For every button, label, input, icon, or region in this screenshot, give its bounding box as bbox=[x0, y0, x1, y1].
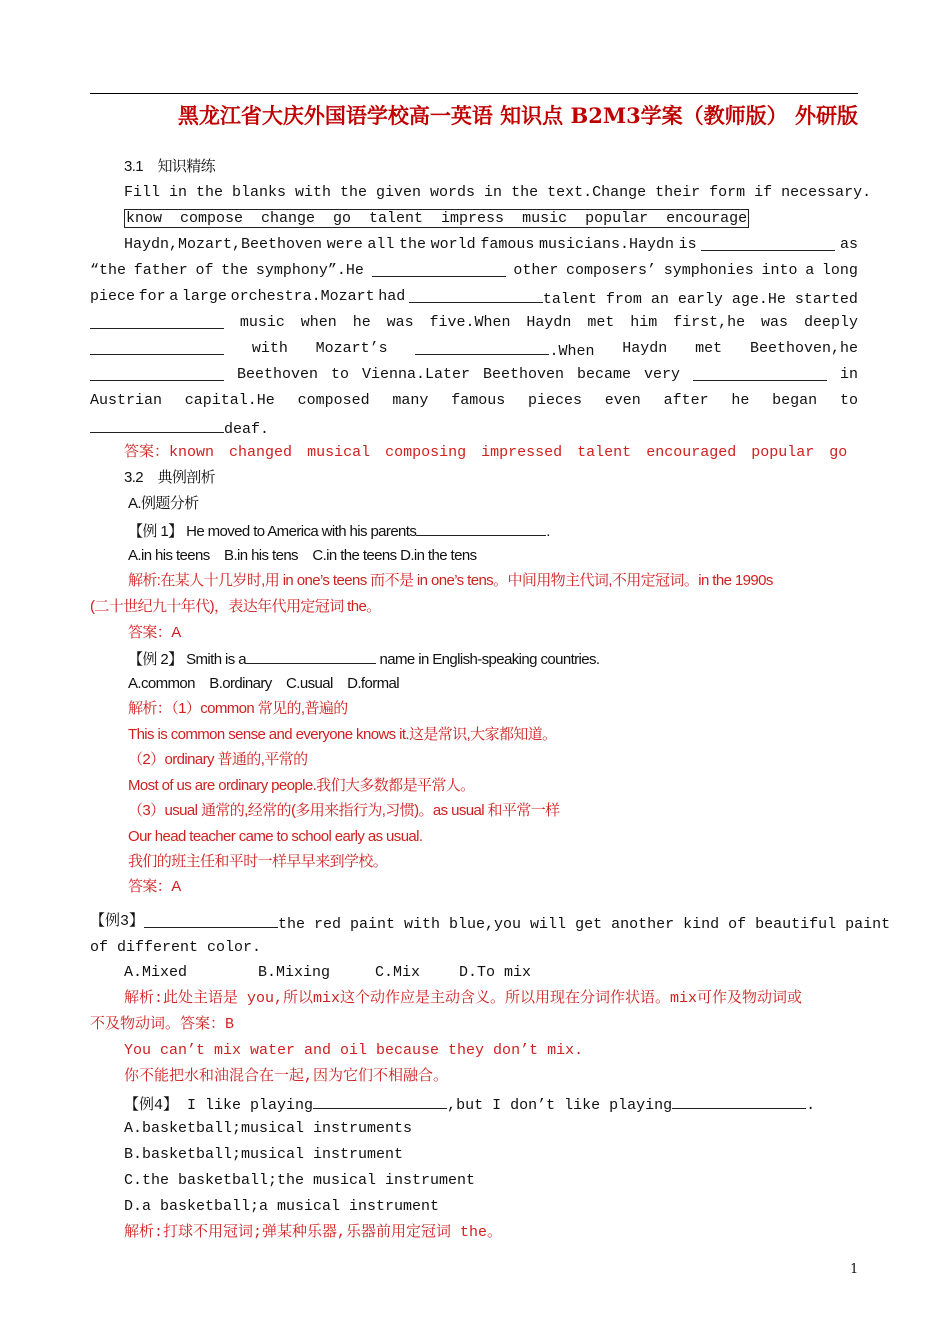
word: other bbox=[513, 262, 559, 279]
example-1-answer: 答案：A bbox=[128, 624, 181, 641]
answer: popular bbox=[751, 444, 815, 461]
answer: composing bbox=[385, 444, 467, 461]
answer: go bbox=[829, 444, 848, 461]
word: the bbox=[399, 236, 427, 253]
word: very bbox=[644, 366, 681, 383]
word: him bbox=[630, 314, 658, 331]
example-2-analysis-2: （2）ordinary 普通的,平常的 bbox=[128, 751, 308, 768]
answer: impressed bbox=[481, 444, 563, 461]
word: pieces bbox=[527, 392, 582, 409]
word: to bbox=[330, 366, 349, 383]
word: was bbox=[386, 314, 414, 331]
example-1-analysis: 解析:在某人十几岁时,用 in one’s teens 而不是 in one’s tens。中间用物主代词,不用定冠词。in the 1990s bbox=[128, 572, 773, 589]
blank-5[interactable] bbox=[90, 339, 224, 355]
option-c: C.Mix bbox=[375, 964, 421, 981]
example-label: 【例4】 bbox=[124, 1097, 179, 1114]
word: .When bbox=[549, 343, 595, 360]
word: was bbox=[761, 314, 789, 331]
example-2-analysis-1: 解析：（1）common 常见的,普遍的 bbox=[128, 700, 348, 717]
question-text: ,but I don’t like playing bbox=[447, 1097, 673, 1114]
text: talent from an early age.He started bbox=[542, 291, 858, 308]
word: capital.He bbox=[184, 392, 275, 409]
answer: encouraged bbox=[646, 444, 737, 461]
word-box bbox=[90, 209, 858, 229]
example-3-question bbox=[90, 912, 891, 935]
word: many bbox=[392, 392, 429, 409]
word: Haydn bbox=[622, 340, 668, 357]
example-4-analysis: 解析:打球不用冠词;弹某种乐器,乐器前用定冠词 the。 bbox=[124, 1224, 503, 1241]
word: after bbox=[663, 392, 709, 409]
word: Austrian bbox=[90, 392, 163, 409]
word: large bbox=[181, 288, 227, 305]
passage-line-4 bbox=[90, 313, 858, 333]
word: piece bbox=[90, 288, 136, 305]
word: Vienna.Later bbox=[361, 366, 471, 383]
word: musicians.Haydn bbox=[538, 236, 674, 253]
example-3-question-cont: of different color. bbox=[90, 939, 262, 956]
word: as bbox=[839, 236, 858, 253]
option-a: A.basketball;musical instruments bbox=[124, 1120, 413, 1137]
example-1-question bbox=[90, 520, 858, 542]
word: for bbox=[138, 288, 166, 305]
word: the bbox=[221, 262, 249, 279]
word: deeply bbox=[803, 314, 858, 331]
word: of bbox=[195, 262, 214, 279]
answer-blank[interactable] bbox=[246, 648, 376, 664]
example-3-options bbox=[90, 963, 858, 983]
word: were bbox=[326, 236, 363, 253]
word: Haydn bbox=[526, 314, 572, 331]
blank-4[interactable] bbox=[90, 313, 224, 329]
word: he bbox=[731, 392, 750, 409]
example-label: 【例 2】 bbox=[128, 651, 183, 668]
example-4-question bbox=[90, 1093, 858, 1116]
blank-3[interactable] bbox=[409, 287, 543, 303]
option-a: A.Mixed bbox=[124, 964, 188, 981]
passage-line-5 bbox=[90, 339, 858, 362]
word: Haydn,Mozart,Beethoven bbox=[124, 236, 323, 253]
word: first,he bbox=[673, 314, 746, 331]
word: he bbox=[352, 314, 371, 331]
blank-6[interactable] bbox=[415, 339, 549, 355]
passage-line-8 bbox=[90, 417, 858, 440]
word: music bbox=[239, 314, 285, 331]
example-3-analysis-cont: 不及物动词。答案：B bbox=[90, 1016, 235, 1033]
example-2-sentence-1: This is common sense and everyone knows it.这是常识,大家都知道。 bbox=[128, 726, 557, 743]
blank-1[interactable] bbox=[701, 235, 835, 251]
word: a bbox=[169, 288, 179, 305]
blank-2[interactable] bbox=[372, 261, 506, 277]
example-2-options: A.common B.ordinary C.usual D.formal bbox=[128, 675, 399, 692]
answer-label: 答案： bbox=[124, 444, 170, 461]
answer-blank-2[interactable] bbox=[672, 1093, 806, 1109]
word: a bbox=[805, 262, 815, 279]
word: met bbox=[587, 314, 615, 331]
word: five.When bbox=[429, 314, 511, 331]
word: all bbox=[367, 236, 395, 253]
example-1-analysis-cont: (二十世纪九十年代)，表达年代用定冠词 the。 bbox=[90, 598, 381, 615]
blank-7[interactable] bbox=[90, 365, 224, 381]
question-text: He moved to America with his parents bbox=[186, 523, 417, 540]
word: met bbox=[695, 340, 723, 357]
answer-blank-1[interactable] bbox=[313, 1093, 447, 1109]
subsection-heading: A.例题分析 bbox=[128, 495, 199, 512]
passage-line-6 bbox=[90, 365, 858, 385]
example-2-question bbox=[90, 648, 858, 670]
passage-line-3 bbox=[90, 287, 858, 310]
example-2-analysis-3: （3）usual 通常的,经常的(多用来指行为,习惯)。as usual 和平常一样 bbox=[128, 802, 560, 819]
example-2-sentence-2: Most of us are ordinary people.我们大多数都是平常人。 bbox=[128, 777, 475, 794]
passage-line-2 bbox=[90, 261, 858, 281]
word: Mozart’s bbox=[315, 340, 388, 357]
word-list: know compose change go talent impress music popular encourage bbox=[126, 210, 748, 227]
word: in bbox=[839, 366, 858, 383]
answer: musical bbox=[307, 444, 371, 461]
option-d: D.To mix bbox=[459, 964, 532, 981]
header-rule bbox=[90, 93, 858, 94]
passage-line-7 bbox=[90, 391, 858, 411]
answer-blank[interactable] bbox=[416, 520, 546, 536]
word: composers’ bbox=[566, 262, 657, 279]
answer: changed bbox=[229, 444, 293, 461]
page-number: 1 bbox=[850, 1262, 859, 1277]
blank-8[interactable] bbox=[693, 365, 827, 381]
question-text: the red paint with blue,you will get another kind of beautiful paint bbox=[278, 916, 891, 933]
example-2-answer: 答案：A bbox=[128, 878, 181, 895]
punct: . bbox=[806, 1097, 816, 1114]
word: even bbox=[604, 392, 641, 409]
answer: talent bbox=[577, 444, 632, 461]
word: long bbox=[821, 262, 858, 279]
word: composed bbox=[297, 392, 370, 409]
word: had bbox=[378, 288, 406, 305]
word: father bbox=[133, 262, 188, 279]
word: “the bbox=[90, 262, 127, 279]
word: famous bbox=[451, 392, 506, 409]
example-label: 【例 1】 bbox=[128, 523, 183, 540]
option-d: D.a basketball;a musical instrument bbox=[124, 1198, 440, 1215]
word: became bbox=[577, 366, 632, 383]
word: world bbox=[430, 236, 476, 253]
example-2-translation-3: 我们的班主任和平时一样早早来到学校。 bbox=[128, 853, 388, 870]
word: Beethoven bbox=[483, 366, 565, 383]
passage-line-1 bbox=[90, 235, 858, 255]
word: to bbox=[839, 392, 858, 409]
section-3-1-heading: 3.1 知识精练 bbox=[124, 158, 216, 175]
word: when bbox=[300, 314, 337, 331]
example-3-analysis: 解析:此处主语是 you,所以mix这个动作应是主动含义。所以用现在分词作状语。mix可作及物动词或 bbox=[124, 990, 803, 1007]
example-label: 【例3】 bbox=[90, 913, 145, 930]
example-2-sentence-3: Our head teacher came to school early as usual. bbox=[128, 828, 423, 845]
question-text: I like playing bbox=[187, 1097, 314, 1114]
text: deaf. bbox=[224, 421, 270, 438]
example-3-translation: 你不能把水和油混合在一起,因为它们不相融合。 bbox=[124, 1068, 449, 1085]
question-text: Smith is a bbox=[186, 651, 246, 668]
answer: known bbox=[169, 444, 215, 461]
word: into bbox=[761, 262, 798, 279]
question-text: name in English-speaking countries. bbox=[379, 651, 600, 668]
word: began bbox=[772, 392, 818, 409]
word: Beethoven,he bbox=[749, 340, 858, 357]
word: is bbox=[678, 236, 697, 253]
instruction: Fill in the blanks with the given words in the text.Change their form if necessary. bbox=[124, 184, 872, 201]
answer-key bbox=[90, 443, 858, 463]
word: symphonies bbox=[663, 262, 754, 279]
blank-9[interactable] bbox=[90, 417, 224, 433]
option-b: B.Mixing bbox=[258, 964, 331, 981]
option-c: C.the basketball;the musical instrument bbox=[124, 1172, 476, 1189]
word: orchestra.Mozart bbox=[230, 288, 375, 305]
answer-blank[interactable] bbox=[144, 912, 278, 928]
example-3-sentence: You can’t mix water and oil because they don’t mix. bbox=[124, 1042, 584, 1059]
option-b: B.basketball;musical instrument bbox=[124, 1146, 404, 1163]
word: famous bbox=[480, 236, 535, 253]
punct: . bbox=[546, 523, 550, 540]
word: Beethoven bbox=[236, 366, 318, 383]
section-3-2-heading: 3.2 典例剖析 bbox=[124, 469, 216, 486]
word: with bbox=[251, 340, 288, 357]
page-title: 黑龙江省大庆外国语学校高一英语 知识点 B2M3学案（教师版） 外研版 bbox=[177, 103, 858, 128]
word: symphony”.He bbox=[255, 262, 364, 279]
example-1-options: A.in his teens B.in his tens C.in the teens D.in the tens bbox=[128, 547, 477, 564]
